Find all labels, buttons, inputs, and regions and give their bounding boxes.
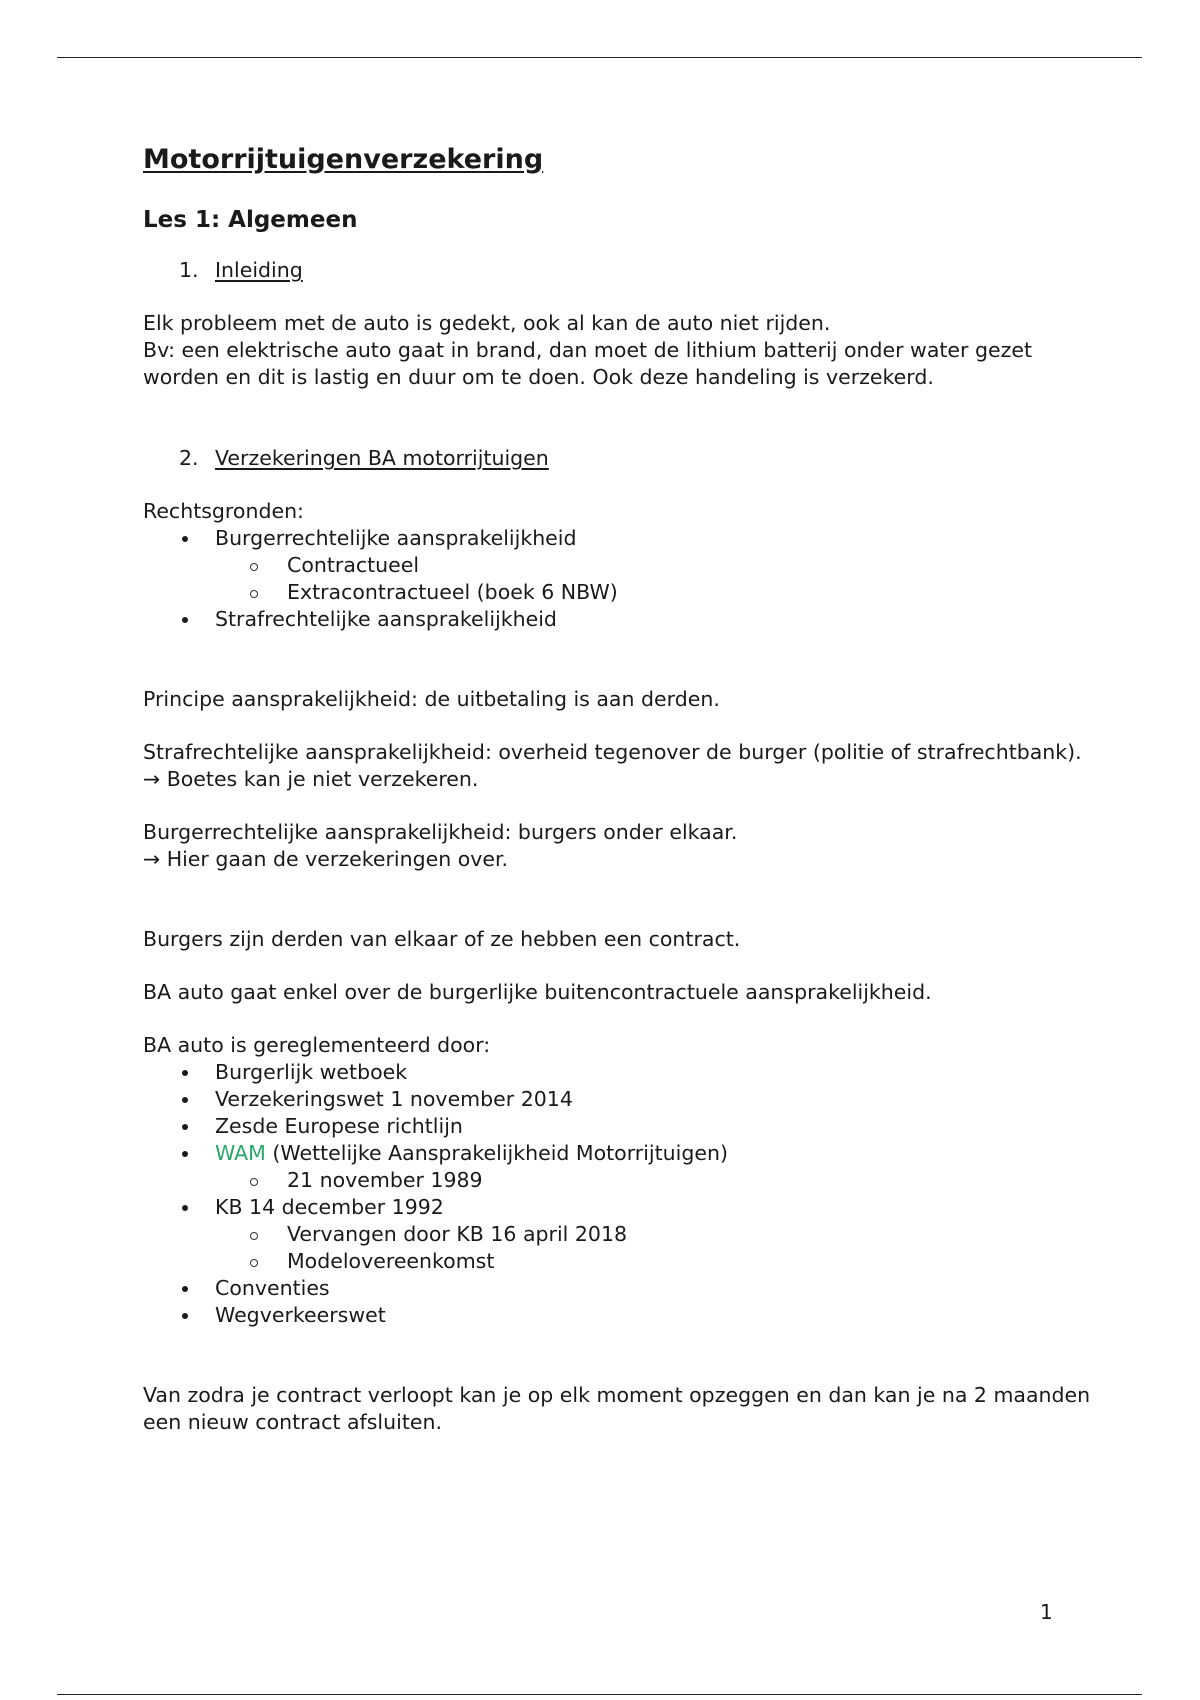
list-item: Zesde Europese richtlijn (143, 1113, 1103, 1140)
straf-arrow-line: → Boetes kan je niet verzekeren. (143, 767, 479, 791)
reglementering-list (143, 1059, 1103, 1329)
list-item: Burgerrechtelijke aansprakelijkheid Contractueel Extracontractueel (boek 6 NBW) (143, 525, 1103, 606)
list-item: Verzekeringswet 1 november 2014 (143, 1086, 1103, 1113)
list-item: Wegverkeerswet (143, 1302, 1103, 1329)
sub-list-item: Vervangen door KB 16 april 2018 (215, 1221, 1103, 1248)
header-rule (57, 57, 1142, 58)
document-title: Motorrijtuigenverzekering (143, 144, 544, 175)
rechtsgronden-list (143, 525, 1103, 633)
section-title: Inleiding (215, 258, 303, 282)
footer-rule (57, 1694, 1142, 1695)
section-heading-1 (143, 256, 1103, 284)
sub-list-item: Extracontractueel (boek 6 NBW) (215, 579, 1103, 606)
intro-paragraph-line1: Elk probleem met de auto is gedekt, ook al kan de auto niet rijden. (143, 311, 831, 335)
ba-enkel-paragraph: BA auto gaat enkel over de burgerlijke buitencontractuele aansprakelijkheid. (143, 980, 932, 1004)
sub-list-item: Contractueel (215, 552, 1103, 579)
sub-list (215, 1221, 1103, 1275)
rechtsgronden-label: Rechtsgronden: (143, 499, 304, 523)
derden-paragraph: Burgers zijn derden van elkaar of ze hebben een contract. (143, 927, 741, 951)
section-number: 2. (179, 446, 199, 470)
list-item: Strafrechtelijke aansprakelijkheid (143, 606, 1103, 633)
straf-paragraph: Strafrechtelijke aansprakelijkheid: overheid tegenover de burger (politie of strafrechtbank). (143, 740, 1082, 764)
sub-list (215, 552, 1103, 606)
principe-paragraph: Principe aansprakelijkheid: de uitbetaling is aan derden. (143, 687, 720, 711)
sub-list-item: 21 november 1989 (215, 1167, 1103, 1194)
list-item: Conventies (143, 1275, 1103, 1302)
section-heading-2 (143, 444, 1103, 472)
reglementering-label: BA auto is gereglementeerd door: (143, 1033, 491, 1057)
list-item: Burgerlijk wetboek (143, 1059, 1103, 1086)
burger-arrow-line: → Hier gaan de verzekeringen over. (143, 847, 509, 871)
intro-paragraph-line2: Bv: een elektrische auto gaat in brand, dan moet de lithium batterij onder water gezet worden en dit is lastig en duur om te doen. Ook deze handeling is verzekerd. (143, 338, 1033, 389)
burger-paragraph: Burgerrechtelijke aansprakelijkheid: burgers onder elkaar. (143, 820, 738, 844)
sub-list (215, 1167, 1103, 1194)
sub-list-item: Modelovereenkomst (215, 1248, 1103, 1275)
list-item: WAM (Wettelijke Aansprakelijkheid Motorrijtuigen) 21 november 1989 (143, 1140, 1103, 1194)
page-number: 1 (1040, 1600, 1053, 1624)
wam-highlight: WAM (215, 1141, 266, 1165)
list-item: KB 14 december 1992 Vervangen door KB 16 april 2018 Modelovereenkomst (143, 1194, 1103, 1275)
section-title: Verzekeringen BA motorrijtuigen (215, 446, 549, 470)
document-body (143, 138, 1103, 1436)
lesson-heading: Les 1: Algemeen (143, 207, 358, 233)
section-number: 1. (179, 258, 199, 282)
slot-paragraph: Van zodra je contract verloopt kan je op elk moment opzeggen en dan kan je na 2 maanden een nieuw contract afsluiten. (143, 1383, 1091, 1434)
